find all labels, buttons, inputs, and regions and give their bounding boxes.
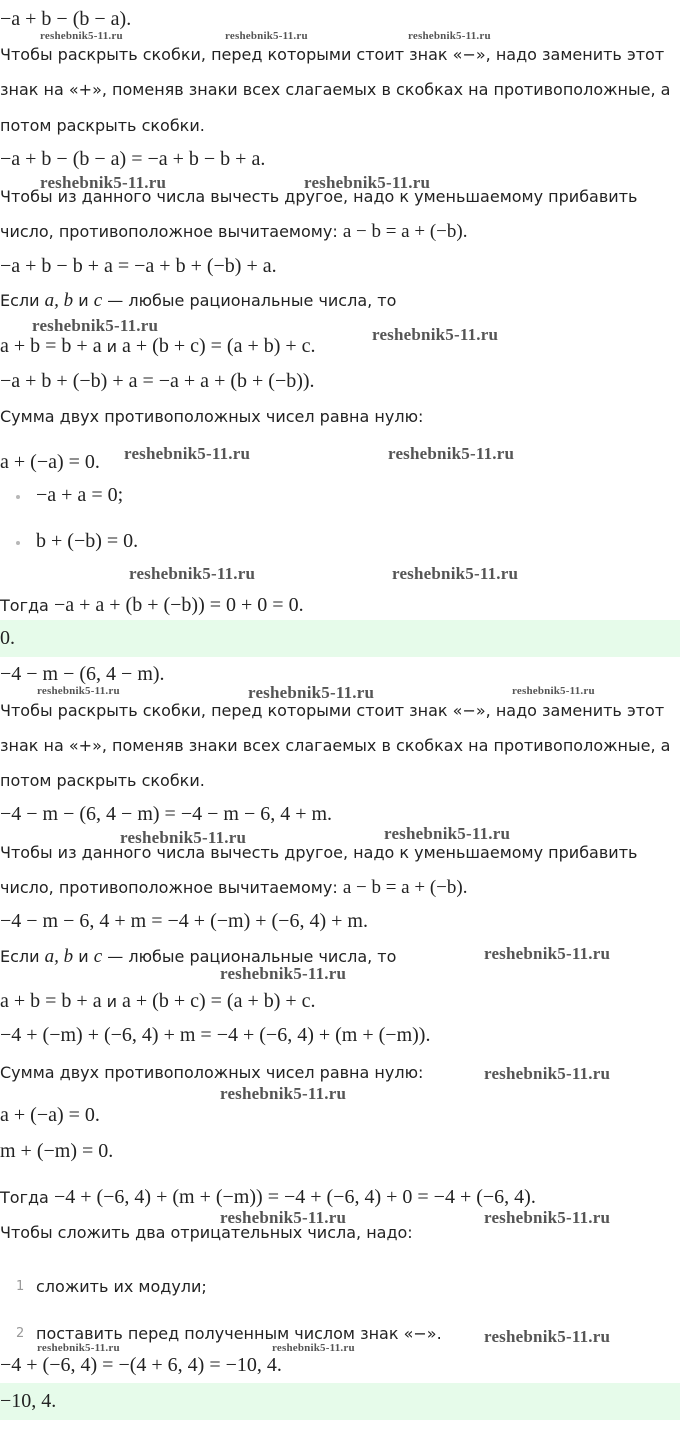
- p2-laws-formula: a + b = b + a и a + (b + c) = (a + b) + c.: [0, 990, 316, 1012]
- p1-laws-vars: a, b: [44, 290, 74, 311]
- bullet-icon: [16, 495, 20, 499]
- p1-answer: 0.: [0, 627, 15, 649]
- watermark: reshebnik5-11.ru: [120, 828, 247, 847]
- p2-step2: −4 − m − 6, 4 + m = −4 + (−m) + (−6, 4) + m.: [0, 910, 368, 932]
- p1-rule-sub-line1: Чтобы из данного числа вычесть другое, надо к уменьшаемому прибавить: [0, 187, 638, 206]
- p1-answer-box: [0, 620, 680, 657]
- p1-rule-laws: Если a, b и c — любые рациональные числа, то: [0, 290, 397, 311]
- p2-step-text-2: поставить перед полученным числом знак «−».: [36, 1324, 442, 1343]
- watermark: reshebnik5-11.ru: [512, 685, 595, 697]
- p1-rule-opposite: Сумма двух противоположных чисел равна нулю:: [0, 407, 424, 426]
- p1-bullet-1: −a + a = 0;: [36, 484, 124, 506]
- watermark: reshebnik5-11.ru: [220, 1208, 347, 1227]
- p2-then: Тогда −4 + (−6, 4) + (m + (−m)) = −4 + (−6, 4) + 0 = −4 + (−6, 4).: [0, 1186, 536, 1208]
- p2-rule-brackets-line2: знак на «+», поменяв знаки всех слагаемых в скобках на противоположные, а: [0, 736, 671, 755]
- p2-step1: −4 − m − (6, 4 − m) = −4 − m − 6, 4 + m.: [0, 803, 333, 825]
- p2-step-text-1: сложить их модули;: [36, 1277, 207, 1296]
- p1-opposite-formula: a + (−a) = 0.: [0, 451, 100, 473]
- watermark: reshebnik5-11.ru: [484, 1208, 611, 1227]
- watermark: reshebnik5-11.ru: [220, 964, 347, 983]
- watermark: reshebnik5-11.ru: [40, 30, 123, 42]
- watermark: reshebnik5-11.ru: [272, 1342, 355, 1354]
- p2-opposite-formula-1: a + (−a) = 0.: [0, 1104, 100, 1126]
- p1-step3: −a + b + (−b) + a = −a + a + (b + (−b)).: [0, 370, 315, 392]
- p1-rule-brackets-line3: потом раскрыть скобки.: [0, 116, 205, 135]
- watermark: reshebnik5-11.ru: [384, 824, 511, 843]
- p2-answer-box: [0, 1383, 680, 1420]
- p1-expression: −a + b − (b − a).: [0, 8, 132, 30]
- p2-step3: −4 + (−m) + (−6, 4) + m = −4 + (−6, 4) + (m + (−m)).: [0, 1024, 431, 1046]
- watermark: reshebnik5-11.ru: [392, 564, 519, 583]
- p1-laws-c: c: [93, 290, 103, 311]
- p2-step-number-1: 1: [16, 1279, 25, 1294]
- p2-rule-laws: Если a, b и c — любые рациональные числа, то: [0, 946, 397, 967]
- p1-rule-brackets-line2: знак на «+», поменяв знаки всех слагаемых в скобках на противоположные, а: [0, 80, 671, 99]
- p2-expression: −4 − m − (6, 4 − m).: [0, 663, 165, 685]
- p2-step-number-2: 2: [16, 1326, 25, 1341]
- p1-laws-formula: a + b = b + a и a + (b + c) = (a + b) + c.: [0, 335, 316, 357]
- watermark: reshebnik5-11.ru: [37, 685, 120, 697]
- p2-rule-sub-line2: число, противоположное вычитаемому: a − b = a + (−b).: [0, 877, 468, 898]
- watermark: reshebnik5-11.ru: [129, 564, 256, 583]
- watermark: reshebnik5-11.ru: [37, 1342, 120, 1354]
- watermark: reshebnik5-11.ru: [388, 444, 515, 463]
- p2-rule-negative: Чтобы сложить два отрицательных числа, надо:: [0, 1223, 413, 1242]
- watermark: reshebnik5-11.ru: [32, 316, 159, 335]
- p2-rule-brackets-line3: потом раскрыть скобки.: [0, 771, 205, 790]
- p2-answer: −10, 4.: [0, 1390, 57, 1412]
- watermark: reshebnik5-11.ru: [304, 173, 431, 192]
- p2-rule-sub-formula: a − b = a + (−b).: [342, 877, 468, 898]
- p1-rule-sub-formula: a − b = a + (−b).: [342, 221, 468, 242]
- p1-rule-sub-text: число, противоположное вычитаемому:: [0, 222, 338, 241]
- watermark: reshebnik5-11.ru: [225, 30, 308, 42]
- p1-rule-brackets-line1: Чтобы раскрыть скобки, перед которыми стоит знак «−», надо заменить этот: [0, 45, 665, 64]
- watermark: reshebnik5-11.ru: [408, 30, 491, 42]
- watermark: reshebnik5-11.ru: [248, 683, 375, 702]
- bullet-icon: [16, 541, 20, 545]
- watermark: reshebnik5-11.ru: [372, 325, 499, 344]
- p2-rule-brackets-line1: Чтобы раскрыть скобки, перед которыми стоит знак «−», надо заменить этот: [0, 701, 665, 720]
- watermark: reshebnik5-11.ru: [484, 1327, 611, 1346]
- watermark: reshebnik5-11.ru: [40, 173, 167, 192]
- watermark: reshebnik5-11.ru: [484, 944, 611, 963]
- watermark: reshebnik5-11.ru: [124, 444, 251, 463]
- p2-final: −4 + (−6, 4) = −(4 + 6, 4) = −10, 4.: [0, 1354, 282, 1376]
- watermark: reshebnik5-11.ru: [484, 1064, 611, 1083]
- p1-step2: −a + b − b + a = −a + b + (−b) + a.: [0, 255, 277, 277]
- p1-step1: −a + b − (b − a) = −a + b − b + a.: [0, 148, 266, 170]
- p1-rule-sub-line2: [0, 221, 467, 243]
- watermark: reshebnik5-11.ru: [220, 1084, 347, 1103]
- p2-opposite-formula-2: m + (−m) = 0.: [0, 1140, 114, 1162]
- p1-bullet-2: b + (−b) = 0.: [36, 530, 139, 552]
- p2-rule-opposite: Сумма двух противоположных чисел равна нулю:: [0, 1063, 424, 1082]
- p2-rule-sub-line1: Чтобы из данного числа вычесть другое, надо к уменьшаемому прибавить: [0, 843, 638, 862]
- p1-then: Тогда −a + a + (b + (−b)) = 0 + 0 = 0.: [0, 594, 304, 616]
